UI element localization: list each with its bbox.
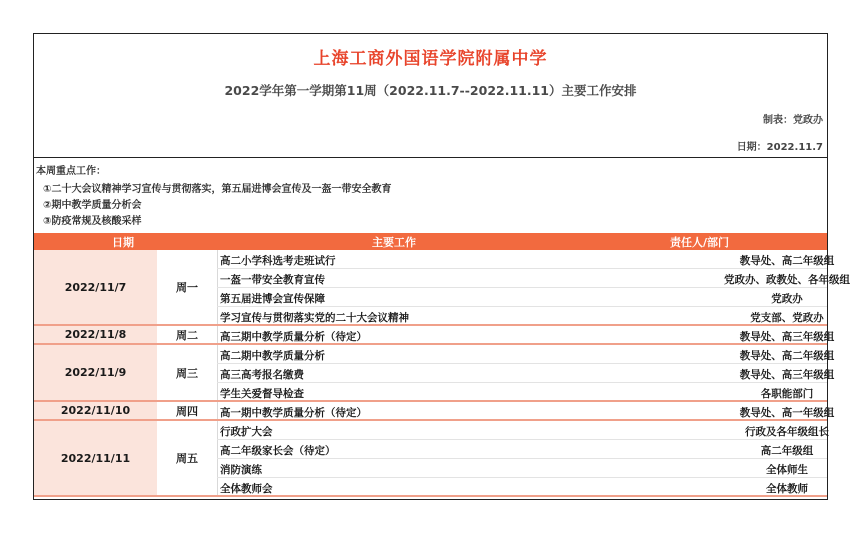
table-row [217, 383, 827, 402]
table-row [217, 345, 835, 364]
task-cell: 高一期中教学质量分析（待定） [220, 407, 367, 419]
focus-item: ②期中教学质量分析会 [43, 200, 142, 211]
responsible-cell: 教导处、高二年级组 [739, 255, 835, 267]
responsible-cell: 行政及各年级组长 [745, 426, 829, 438]
table-row [217, 478, 827, 497]
focus-item: ③防疫常规及核酸采样 [43, 216, 142, 227]
task-cell: 第五届进博会宣传保障 [220, 293, 325, 305]
weekday-cell: 周二 [176, 328, 198, 342]
header-date: 日期 [112, 236, 134, 249]
divider [34, 157, 827, 158]
weekday-cell: 周四 [176, 404, 198, 418]
responsible-cell: 全体教师 [766, 483, 808, 495]
date-cell: 2022/11/8 [34, 326, 157, 343]
header-task: 主要工作 [372, 236, 416, 249]
task-cell: 高三高考报名缴费 [220, 369, 304, 381]
task-cell: 学生关爱督导检查 [220, 388, 304, 400]
responsible-cell: 党政办 [771, 293, 803, 305]
day-group [34, 326, 835, 345]
responsible-cell: 党政办、政教处、各年级组 [724, 274, 850, 286]
responsible-cell: 高二年级组 [760, 445, 814, 457]
task-cell: 一盔一带安全教育宣传 [220, 274, 325, 286]
date-cell: 2022/11/11 [34, 421, 157, 495]
responsible-cell: 各职能部门 [760, 388, 814, 400]
day-group [34, 250, 850, 326]
day-group [34, 402, 835, 421]
schedule-sheet [33, 33, 850, 500]
task-cell: 高二年级家长会（待定） [220, 445, 336, 457]
maker-label: 制表：党政办 [763, 115, 823, 126]
table-row [217, 326, 835, 345]
day-group [34, 345, 835, 402]
task-cell: 消防演练 [220, 464, 262, 476]
table-row [217, 421, 827, 440]
focus-item: ①二十大会议精神学习宣传与贯彻落实，第五届进博会宣传及一盔一带安全教育 [43, 184, 392, 195]
task-cell: 高三期中教学质量分析（待定） [220, 331, 367, 343]
schedule-subtitle: 2022学年第一学期第11周（2022.11.7--2022.11.11）主要工作安排 [224, 83, 637, 98]
responsible-cell: 党支部、党政办 [750, 312, 824, 324]
table-row [217, 250, 835, 269]
school-title: 上海工商外国语学院附属中学 [313, 49, 548, 69]
task-cell: 学习宣传与贯彻落实党的二十大会议精神 [220, 312, 409, 324]
task-cell: 全体教师会 [220, 483, 273, 495]
focus-title: 本周重点工作： [36, 166, 106, 177]
weekday-cell: 周五 [176, 452, 198, 465]
responsible-cell: 全体师生 [766, 464, 808, 476]
table-row [217, 364, 835, 383]
table-row [217, 288, 827, 307]
table-row [217, 269, 850, 288]
table-row [217, 440, 827, 459]
task-cell: 行政扩大会 [220, 426, 273, 438]
weekday-cell: 周一 [176, 281, 198, 294]
responsible-cell: 教导处、高三年级组 [739, 331, 835, 343]
date-label: 日期：2022.11.7 [736, 142, 823, 153]
task-cell: 高二期中教学质量分析 [220, 350, 325, 362]
header-resp: 责任人/部门 [670, 236, 730, 249]
responsible-cell: 教导处、高一年级组 [739, 407, 835, 419]
date-cell: 2022/11/9 [34, 345, 157, 400]
date-cell: 2022/11/7 [34, 250, 157, 324]
day-group [34, 421, 827, 497]
table-row [217, 307, 827, 326]
table-row [217, 402, 835, 421]
responsible-cell: 教导处、高二年级组 [739, 350, 835, 362]
date-cell: 2022/11/10 [34, 402, 157, 419]
weekday-cell: 周三 [176, 366, 198, 380]
table-row [217, 459, 827, 478]
task-cell: 高二小学科选考走班试行 [220, 255, 336, 267]
responsible-cell: 教导处、高三年级组 [739, 369, 835, 381]
table-header [34, 233, 827, 250]
